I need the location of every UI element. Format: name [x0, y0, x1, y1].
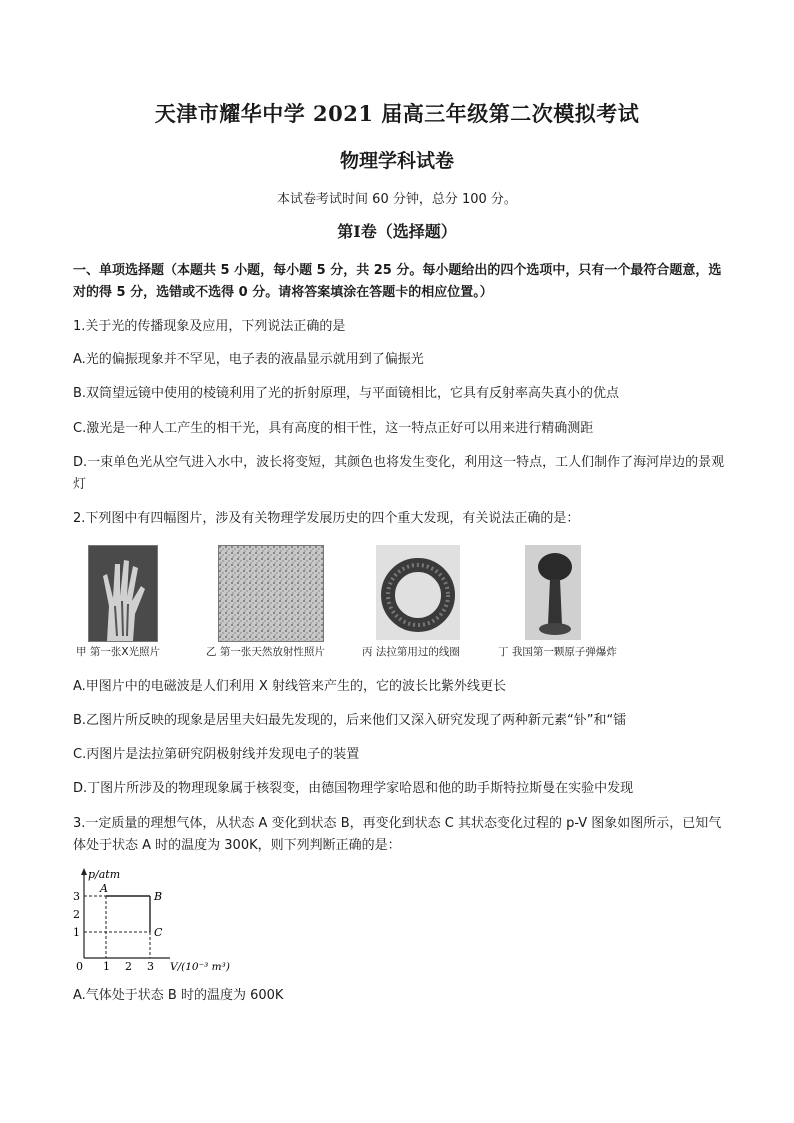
q2-stem: 2.下列图中有四幅图片，涉及有关物理学发展历史的四个重大发现，有关说法正确的是： [73, 511, 580, 526]
caption-yi: 乙 第一张天然放射性照片 [206, 646, 325, 658]
q2-option-a: A.甲图片中的电磁波是人们利用 X 射线管来产生的，它的波长比紫外线更长 [73, 679, 506, 694]
xtick-1: 1 [103, 960, 110, 973]
xray-hand-photo [88, 545, 158, 642]
pv-graph [70, 866, 240, 974]
exam-subtitle: 物理学科试卷 [339, 150, 454, 172]
origin-label: 0 [76, 960, 83, 973]
q2-option-d: D.丁图片所涉及的物理现象属于核裂变，由德国物理学家哈恩和他的助手斯特拉斯曼在实验中发现 [73, 781, 634, 796]
xtick-2: 2 [125, 960, 132, 973]
q3-stem: 3.一定质量的理想气体，从状态 A 变化到状态 B，再变化到状态 C 其状态变化过程的 p-V 图象如图所示，已知气体处于状态 A 时的温度为 300K，则下列判断正确的是： [73, 816, 722, 853]
graph-ylabel: p/atm [88, 868, 121, 881]
ytick-2: 2 [73, 908, 80, 921]
q1-option-a: A.光的偏振现象并不罕见，电子表的液晶显示就用到了偏振光 [73, 352, 424, 367]
part-title: 第Ⅰ卷（选择题） [337, 222, 457, 241]
caption-bing: 丙 法拉第用过的线圈 [362, 646, 460, 658]
point-a-label: A [100, 882, 108, 895]
ytick-1: 1 [73, 926, 80, 939]
point-b-label: B [154, 890, 163, 903]
xtick-3: 3 [147, 960, 154, 973]
q3-option-a: A.气体处于状态 B 时的温度为 600K [73, 988, 284, 1003]
radioactivity-photo [218, 545, 324, 642]
ytick-3: 3 [73, 890, 80, 903]
q1-option-c: C.激光是一种人工产生的相干光，具有高度的相干性，这一特点正好可以用来进行精确测距 [73, 421, 594, 436]
q1-option-d: D.一束单色光从空气进入水中，波长将变短，其颜色也将发生变化，利用这一特点，工人们制作了海河岸边的景观灯 [73, 455, 725, 492]
section-heading: 一、单项选择题（本题共 5 小题，每小题 5 分，共 25 分。每小题给出的四个选项中，只有一个最符合题意，选对的得 5 分，选错或不选得 0 分。请将答案填涂在答题卡的相应位置。） [73, 263, 722, 300]
atomic-bomb-photo [525, 545, 581, 640]
graph-xlabel: V/(10⁻³ m³) [170, 961, 230, 973]
caption-ding: 丁 我国第一颗原子弹爆炸 [498, 646, 617, 658]
q2-option-b: B.乙图片所反映的现象是居里夫妇最先发现的，后来他们又深入研究发现了两种新元素“钋”和“镭 [73, 713, 627, 728]
caption-jia: 甲 第一张X光照片 [76, 646, 161, 658]
q1-stem: 1.关于光的传播现象及应用，下列说法正确的是 [73, 319, 346, 334]
point-c-label: C [154, 926, 163, 939]
faraday-coil-photo [376, 545, 460, 640]
q2-option-c: C.丙图片是法拉第研究阴极射线并发现电子的装置 [73, 747, 360, 762]
exam-title: 天津市耀华中学 2021 届高三年级第二次模拟考试 [154, 101, 640, 126]
exam-info: 本试卷考试时间 60 分钟，总分 100 分。 [277, 192, 517, 207]
q1-option-b: B.双筒望远镜中使用的棱镜利用了光的折射原理，与平面镜相比，它具有反射率高失真小的优点 [73, 386, 620, 401]
